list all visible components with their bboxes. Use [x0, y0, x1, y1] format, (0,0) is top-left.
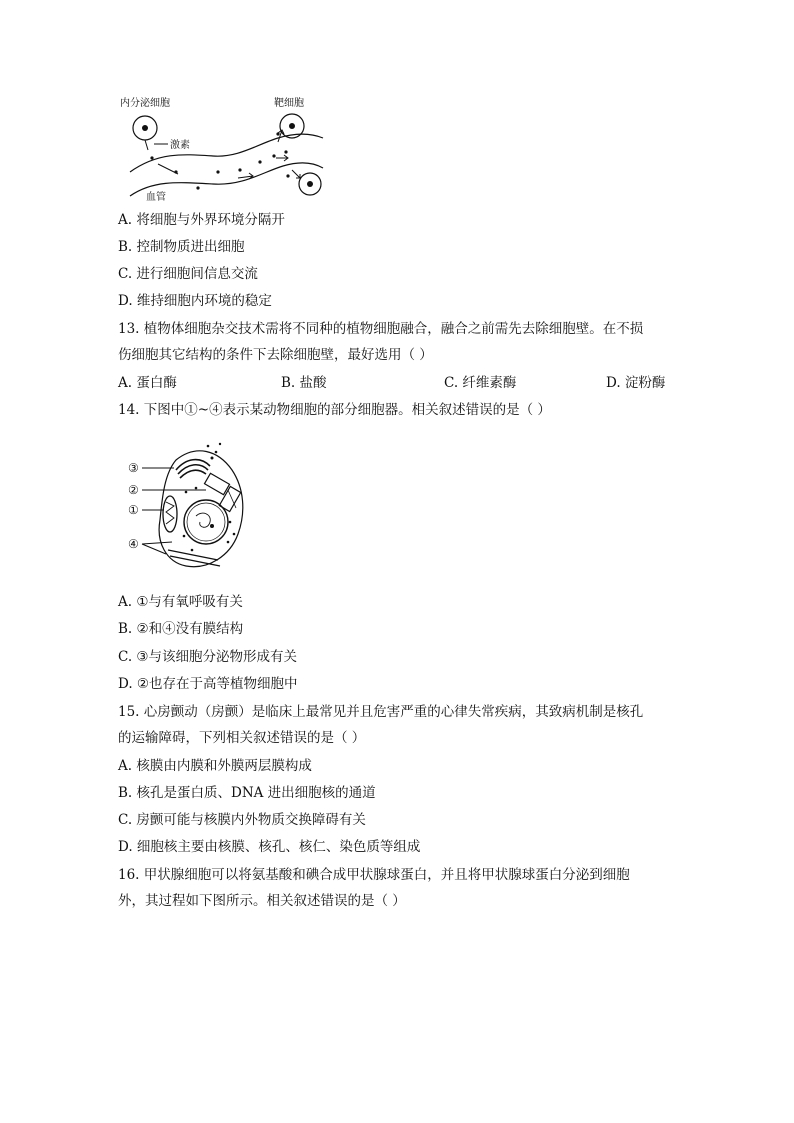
q13-option-d: D. 淀粉酶 [606, 375, 666, 391]
q12-option-d: D. 维持细胞内环境的稳定 [118, 293, 272, 309]
q15-stem-line1: 15. 心房颤动（房颤）是临床上最常见并且危害严重的心律失常疾病，其致病机制是核孔 [118, 704, 644, 720]
q12-option-a: A. 将细胞与外界环境分隔开 [118, 212, 285, 228]
organelle-label-3: ③ [128, 461, 139, 475]
organelle-label-1: ① [128, 503, 139, 517]
centriole [204, 473, 240, 511]
q14-option-a: A. ①与有氧呼吸有关 [118, 594, 243, 610]
q14-option-d: D. ②也存在于高等植物细胞中 [118, 676, 298, 692]
q14-option-c: C. ③与该细胞分泌物形成有关 [118, 649, 298, 665]
nucleus [184, 500, 228, 544]
q13-option-c: C. 纤维素酶 [444, 375, 517, 391]
label-hormone: 激素 [170, 140, 190, 151]
organelle-label-4: ④ [128, 537, 139, 551]
organelle-figure [126, 430, 256, 578]
q12-option-b: B. 控制物质进出细胞 [118, 239, 245, 255]
q15-option-d: D. 细胞核主要由核膜、核孔、核仁、染色质等组成 [118, 839, 421, 855]
hormone-signaling-figure [118, 92, 328, 204]
organelle-label-2: ② [128, 483, 139, 497]
label-endocrine-cell: 内分泌细胞 [120, 98, 170, 109]
rough-er [168, 550, 220, 566]
q13-option-a: A. 蛋白酶 [118, 375, 177, 391]
q14-stem-line1: 14. 下图中①~④表示某动物细胞的部分细胞器。相关叙述错误的是（ ） [118, 402, 551, 418]
target-cell-lower [299, 173, 321, 195]
golgi-apparatus [176, 460, 210, 478]
q13-option-b: B. 盐酸 [281, 375, 327, 391]
q13-stem-line2: 伤细胞其它结构的条件下去除细胞壁，最好选用（ ） [118, 347, 433, 363]
q14-option-b: B. ②和④没有膜结构 [118, 621, 244, 637]
q13-stem-line1: 13. 植物体细胞杂交技术需将不同种的植物细胞融合，融合之前需先去除细胞壁。在不损 [118, 321, 644, 337]
q16-stem-line1: 16. 甲状腺细胞可以将氨基酸和碘合成甲状腺球蛋白，并且将甲状腺球蛋白分泌到细胞 [118, 867, 630, 883]
q15-option-b: B. 核孔是蛋白质、DNA 进出细胞核的通道 [118, 785, 376, 801]
q12-option-c: C. 进行细胞间信息交流 [118, 266, 258, 282]
q15-option-a: A. 核膜由内膜和外膜两层膜构成 [118, 758, 312, 774]
q15-option-c: C. 房颤可能与核膜内外物质交换障碍有关 [118, 812, 366, 828]
q16-stem-line2: 外，其过程如下图所示。相关叙述错误的是（ ） [118, 893, 406, 909]
label-target-cell: 靶细胞 [274, 98, 304, 109]
endocrine-cell [133, 116, 157, 140]
vessel-wall-upper [130, 134, 323, 172]
q15-stem-line2: 的运输障碍，下列相关叙述错误的是（ ） [118, 730, 366, 746]
mitochondrion [163, 496, 177, 532]
label-blood-vessel: 血管 [146, 192, 166, 203]
